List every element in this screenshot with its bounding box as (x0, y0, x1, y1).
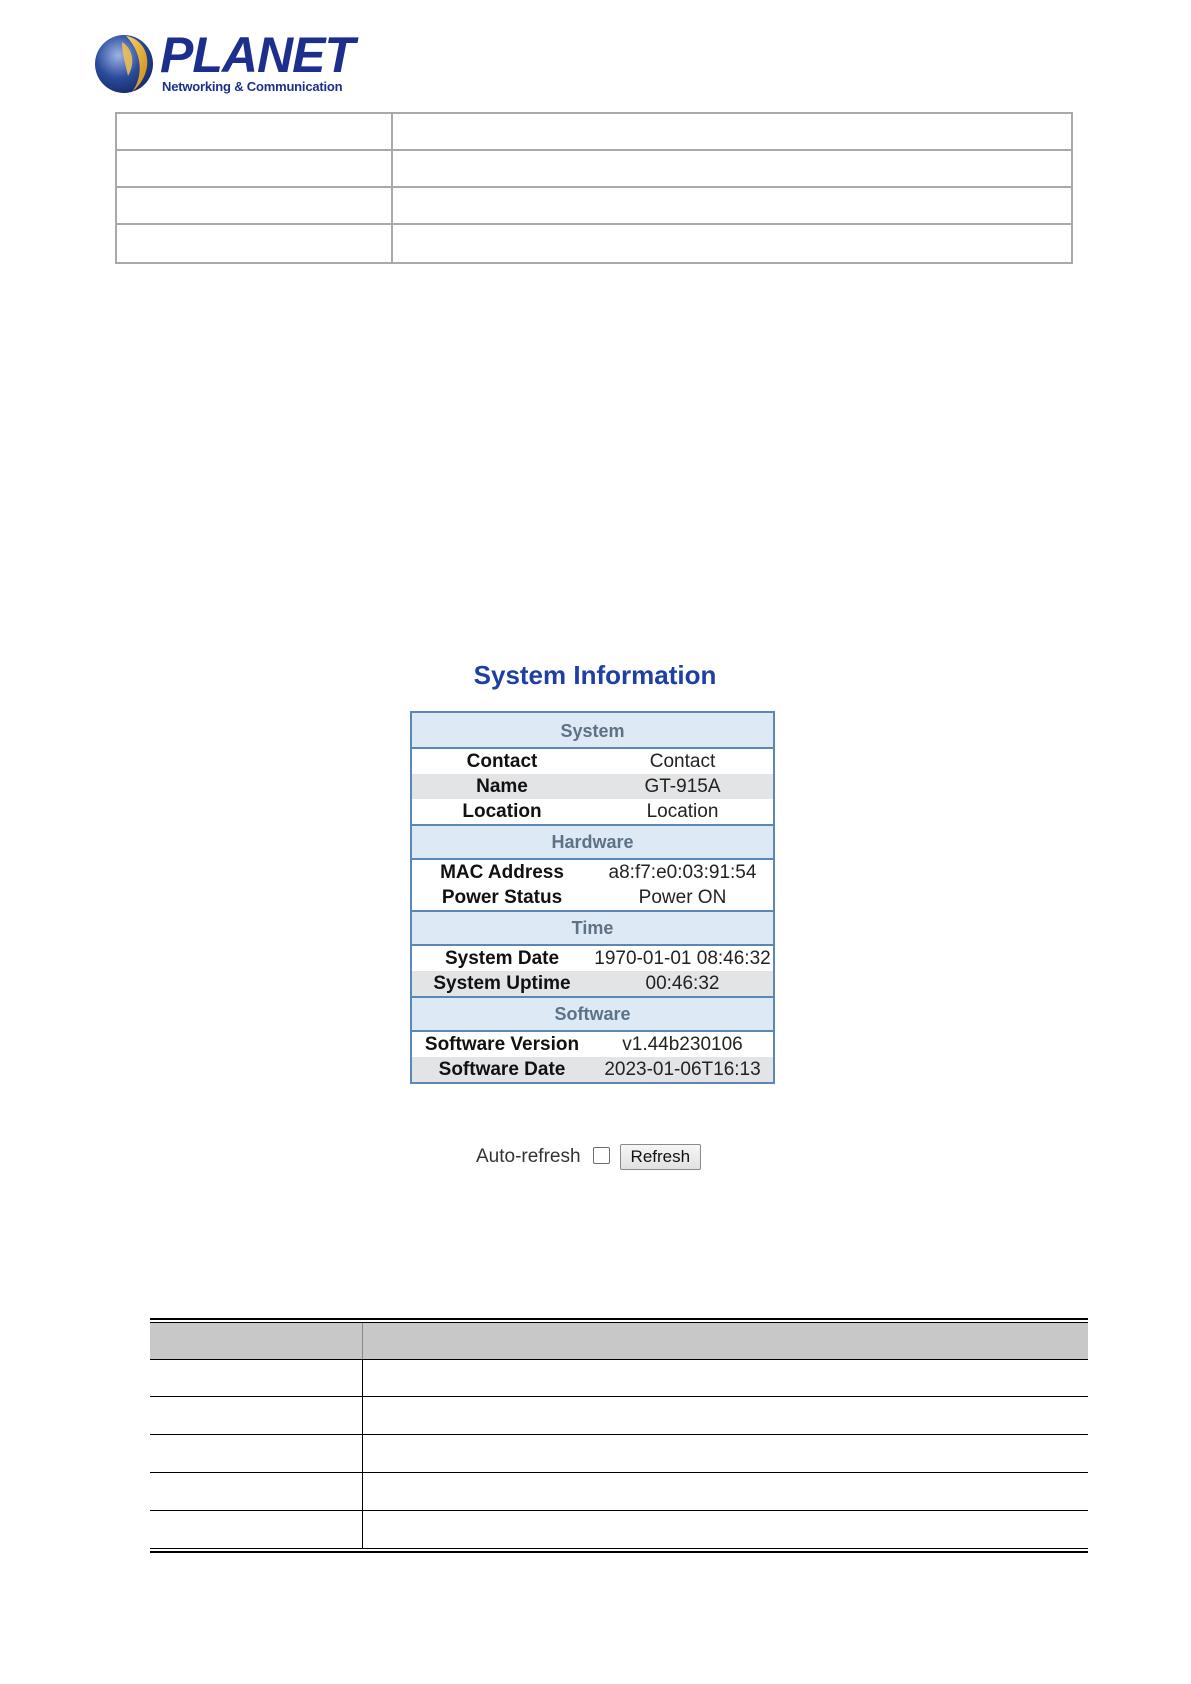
logo-wordmark: PLANET (160, 27, 354, 83)
info-row-name (412, 774, 773, 799)
info-value: v1.44b230106 (622, 1034, 743, 1055)
info-label: Name (476, 776, 528, 797)
logo-tagline: Networking & Communication (162, 79, 343, 94)
info-value: 1970-01-01 08:46:32 (594, 948, 771, 969)
top-table (115, 112, 1073, 264)
info-row-system-uptime (412, 971, 773, 996)
info-value: 00:46:32 (645, 973, 720, 994)
info-value: 2023-01-06T16:13 (604, 1059, 761, 1080)
info-value: a8:f7:e0:03:91:54 (608, 862, 757, 883)
info-label: Location (462, 801, 542, 822)
info-row-location (412, 799, 773, 824)
info-value: Location (646, 801, 719, 822)
info-value: Contact (649, 751, 716, 772)
info-label: Software Date (438, 1059, 566, 1080)
table-row (150, 1435, 1088, 1473)
info-value: Power ON (638, 887, 727, 908)
table-row (117, 114, 1071, 151)
refresh-button[interactable]: Refresh (620, 1144, 702, 1170)
table-cell (117, 114, 393, 149)
info-row-power-status (412, 885, 773, 910)
section-header-time: Time (412, 910, 773, 946)
table-row (150, 1511, 1088, 1549)
table-cell (150, 1511, 363, 1548)
table-row (117, 188, 1071, 225)
info-row-software-date (412, 1057, 773, 1082)
info-value: GT-915A (644, 776, 721, 797)
info-label: System Date (444, 948, 560, 969)
globe-icon (92, 32, 156, 96)
table-row (150, 1397, 1088, 1435)
section-header-software: Software (412, 996, 773, 1032)
section-header-hardware: Hardware (412, 824, 773, 860)
table-row (150, 1359, 1088, 1397)
table-cell (150, 1473, 363, 1510)
info-row-contact (412, 749, 773, 774)
system-information-table (410, 711, 775, 1084)
table-cell (150, 1397, 363, 1434)
table-cell (117, 188, 393, 223)
info-label: Power Status (441, 887, 563, 908)
table-row (150, 1473, 1088, 1511)
auto-refresh-checkbox[interactable] (593, 1147, 610, 1164)
info-row-mac-address (412, 860, 773, 885)
table-row (117, 151, 1071, 188)
table-cell (150, 1435, 363, 1472)
table-header-row (150, 1323, 1088, 1359)
info-row-system-date (412, 946, 773, 971)
table-header-cell (150, 1323, 363, 1359)
info-label: MAC Address (440, 862, 564, 883)
table-cell (117, 225, 393, 263)
info-row-software-version (412, 1032, 773, 1057)
table-cell (150, 1360, 363, 1396)
table-row (117, 225, 1071, 263)
table-cell (117, 151, 393, 186)
bottom-table (150, 1318, 1088, 1553)
info-label: Software Version (424, 1034, 580, 1055)
info-label: Contact (466, 751, 538, 772)
planet-logo (92, 27, 354, 98)
section-header-system: System (412, 713, 773, 749)
refresh-controls (476, 1143, 701, 1171)
auto-refresh-label: Auto-refresh (476, 1146, 581, 1167)
info-label: System Uptime (433, 973, 571, 994)
system-information-title: System Information (473, 660, 717, 690)
table-bottom-rule (150, 1549, 1088, 1553)
